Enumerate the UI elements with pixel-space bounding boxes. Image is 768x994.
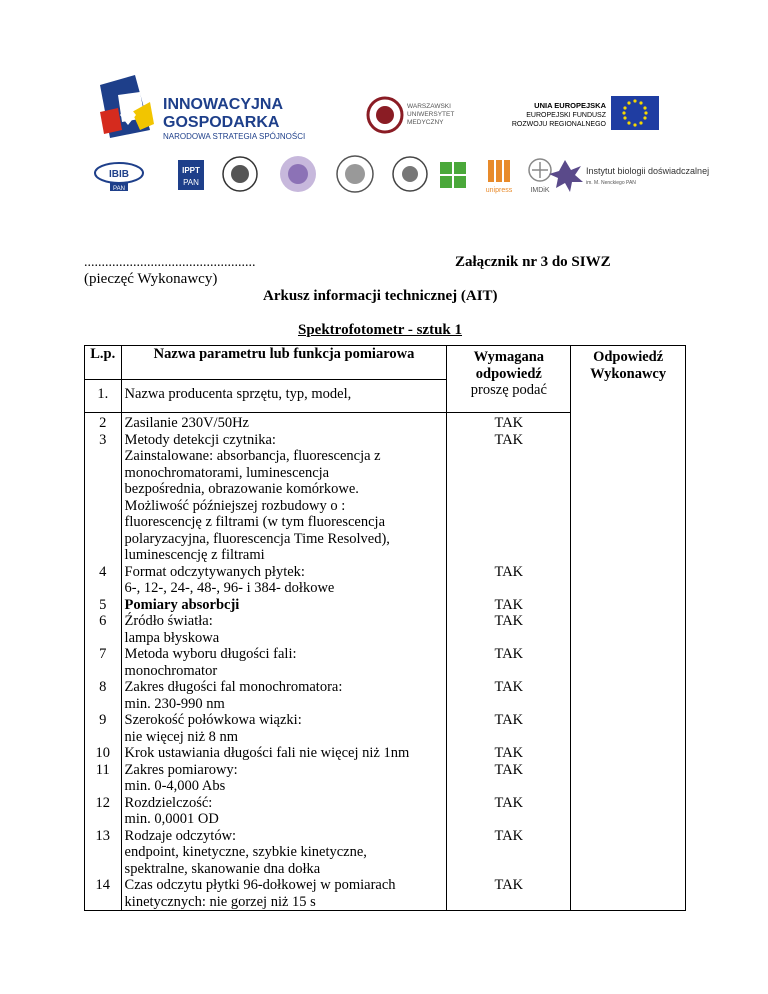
row-lp: 11: [95, 761, 110, 778]
ibib-pan-logo: [95, 163, 143, 192]
row-lp-blank: [88, 481, 118, 498]
ibib-top: IBIB: [109, 169, 129, 180]
row-required-blank: [450, 778, 567, 795]
row-required-blank: [450, 729, 567, 746]
row-required: TAK: [494, 794, 524, 811]
row-text-line: Szerokość połówkowa wiązki:: [124, 712, 302, 728]
row-text-line: Źródło światła:: [124, 613, 213, 629]
logo-band: [0, 0, 768, 215]
row-lp: 2: [99, 415, 107, 431]
ue-line3: ROZWOJU REGIONALNEGO: [511, 121, 606, 128]
row-lp: 7: [99, 646, 107, 662]
row-text-line: Zainstalowane: absorbancja, fluorescencja z: [124, 448, 381, 464]
row-required-blank: [450, 514, 567, 531]
row-required: TAK: [494, 827, 524, 844]
row-lp-blank: [88, 580, 118, 597]
row-text-line: Czas odczytu płytki 96-dołkowej w pomiarach: [124, 877, 396, 893]
annex-label: Załącznik nr 3 do SIWZ: [455, 254, 611, 270]
row-text-line: Pomiary absorbcji: [124, 596, 240, 613]
row-required-blank: [450, 465, 567, 482]
stamp-label: (pieczęć Wykonawcy): [84, 271, 218, 287]
row-lp-blank: [88, 861, 118, 878]
row-lp-blank: [88, 811, 118, 828]
header-answer: [571, 346, 686, 911]
row-lp-blank: [88, 531, 118, 548]
wum-line1: WARSZAWSKI: [407, 103, 451, 110]
table-header-row: [85, 346, 686, 380]
row-required: TAK: [494, 877, 524, 893]
ue-line1: UNIA EUROPEJSKA: [534, 101, 606, 110]
green-logo: [440, 162, 466, 188]
row-lp-blank: [88, 729, 118, 746]
unipress-logo: [486, 160, 513, 194]
row-lp: 6: [99, 613, 107, 629]
row-text-line: 6-, 12-, 24-, 48-, 96- i 384- dołkowe: [124, 580, 335, 596]
row-text-line: Format odczytywanych płytek:: [124, 563, 305, 580]
row-text-line: min. 230-990 nm: [124, 695, 225, 712]
header-lp: L.p.: [85, 346, 122, 380]
sheet-title: Arkusz informacji technicznej (AIT): [263, 288, 498, 304]
ig-line2: GOSPODARKA: [163, 114, 280, 131]
row-required: TAK: [494, 679, 524, 695]
row-required-blank: [450, 498, 567, 515]
row-text-line: Krok ustawiania długości fali nie więcej niż 1nm: [124, 745, 410, 761]
row-required: TAK: [494, 745, 524, 761]
seal-dark: [393, 157, 427, 191]
header-param: Nazwa parametru lub funkcja pomiarowa: [121, 346, 447, 380]
row-lp: 4: [99, 563, 107, 580]
row-required: TAK: [494, 431, 524, 448]
row-text-line: monochromator: [124, 662, 218, 679]
row-lp: 9: [99, 712, 107, 728]
eu-logo: [512, 96, 659, 130]
row-lp-blank: [88, 894, 118, 911]
row-text-line: polaryzacyjna, fluorescencja Time Resolved),: [124, 530, 390, 547]
row-required-blank: [450, 696, 567, 713]
row-text-group: [121, 413, 447, 911]
row-required: TAK: [494, 646, 524, 662]
row-lp: 5: [99, 596, 107, 613]
stamp-dots: .................................................: [84, 255, 256, 270]
header-answer-2: Wykonawcy: [590, 365, 667, 382]
imdik-text: IMDiK: [530, 187, 550, 194]
row-lp-group: [85, 413, 122, 911]
header-required-3: proszę podać: [470, 382, 547, 398]
nencki-name: Instytut biologii doświadczalnej: [586, 166, 710, 176]
row-lp-blank: [88, 547, 118, 564]
row-lp: 14: [95, 877, 111, 893]
device-title: Spektrofotometr - sztuk 1: [298, 322, 463, 338]
imdik-logo: [529, 159, 551, 194]
row-lp-list: [88, 415, 118, 910]
row-required-blank: [450, 894, 567, 911]
wum-logo: [368, 98, 454, 132]
row-required: TAK: [494, 712, 524, 728]
row-required-blank: [450, 531, 567, 548]
row-required-blank: [450, 481, 567, 498]
row-required-blank: [450, 811, 567, 828]
header-required-1: Wymagana: [473, 349, 545, 365]
row-text-line: Zasilanie 230V/50Hz: [124, 415, 249, 431]
nencki-sub: im. M. Nenckiego PAN: [586, 180, 636, 186]
row-text-line: bezpośrednia, obrazowanie komórkowe.: [124, 481, 359, 497]
technical-table: [84, 345, 686, 911]
row-required-blank: [450, 630, 567, 647]
row-text-line: Metoda wyboru długości fali:: [124, 646, 297, 662]
row-required: TAK: [494, 596, 524, 613]
row-text-line: fluorescencję z filtrami (w tym fluorescencja: [124, 514, 386, 530]
innowacyjna-gospodarka-logo: [100, 75, 305, 141]
row-text-line: spektralne, skanowanie dna dołka: [124, 860, 321, 877]
ue-line2: EUROPEJSKI FUNDUSZ: [526, 112, 606, 119]
ig-line3: NARODOWA STRATEGIA SPÓJNOŚCI: [163, 132, 306, 141]
row-required-blank: [450, 580, 567, 597]
row-req-group: [447, 413, 571, 911]
ippt-pan-logo: [178, 160, 204, 190]
header-answer-1: Odpowiedź: [593, 349, 664, 365]
seal-purple: [280, 156, 316, 192]
row-text-line: endpoint, kinetyczne, szybkie kinetyczne,: [124, 844, 367, 860]
row-required: TAK: [494, 563, 524, 580]
ibib-bottom: PAN: [113, 186, 125, 192]
row-text: Nazwa producenta sprzętu, typ, model,: [121, 380, 447, 413]
row-req-list: [450, 415, 567, 910]
row-text-line: Rozdzielczość:: [124, 794, 213, 811]
row-text-line: Zakres pomiarowy:: [124, 761, 238, 778]
row-text-line: nie więcej niż 8 nm: [124, 728, 239, 745]
row-text-list: [125, 415, 444, 910]
row-lp-blank: [88, 514, 118, 531]
wum-line2: UNIWERSYTET: [407, 111, 455, 118]
row-lp: 8: [99, 679, 107, 695]
row-lp: 3: [99, 431, 107, 448]
nencki-logo: [549, 160, 709, 192]
wum-line3: MEDYCZNY: [407, 119, 444, 126]
row-required-blank: [450, 663, 567, 680]
header-required: [447, 346, 571, 413]
row-lp: 10: [95, 745, 111, 761]
ig-line1: INNOWACYJNA: [163, 96, 284, 113]
row-lp-blank: [88, 448, 118, 465]
row-lp-blank: [88, 498, 118, 515]
row-text-line: luminescencję z filtrami: [124, 547, 265, 563]
row-required-blank: [450, 844, 567, 861]
row-lp-blank: [88, 663, 118, 680]
row-required: TAK: [494, 415, 524, 431]
row-text-line: monochromatorami, luminescencja: [124, 464, 330, 481]
row-required-blank: [450, 547, 567, 564]
row-lp: 12: [95, 794, 111, 811]
uw-seal: [223, 157, 257, 191]
row-lp: 1.: [85, 380, 122, 413]
seal-gray: [337, 156, 373, 192]
row-text-line: Zakres długości fal monochromatora:: [124, 679, 343, 695]
ippt-bottom: PAN: [183, 178, 199, 187]
row-lp: 13: [95, 827, 111, 844]
row-lp-blank: [88, 778, 118, 795]
row-required-blank: [450, 448, 567, 465]
row-text-line: kinetycznych: nie gorzej niż 15 s: [124, 893, 316, 910]
header-required-2: odpowiedź: [475, 365, 542, 382]
row-required: TAK: [494, 761, 524, 778]
row-text-line: Możliwość późniejszej rozbudowy o :: [124, 497, 346, 514]
row-required: TAK: [494, 613, 524, 629]
row-lp-blank: [88, 696, 118, 713]
row-text-line: Rodzaje odczytów:: [124, 827, 237, 844]
row-text-line: min. 0,0001 OD: [124, 811, 219, 827]
row-lp-blank: [88, 630, 118, 647]
unipress-text: unipress: [485, 187, 513, 194]
row-lp-blank: [88, 465, 118, 482]
row-text-line: Metody detekcji czytnika:: [124, 431, 276, 448]
row-text-line: min. 0-4,000 Abs: [124, 778, 226, 794]
row-text-line: lampa błyskowa: [124, 629, 220, 646]
row-lp-blank: [88, 844, 118, 861]
ippt-top: IPPT: [182, 166, 200, 175]
row-required-blank: [450, 861, 567, 878]
